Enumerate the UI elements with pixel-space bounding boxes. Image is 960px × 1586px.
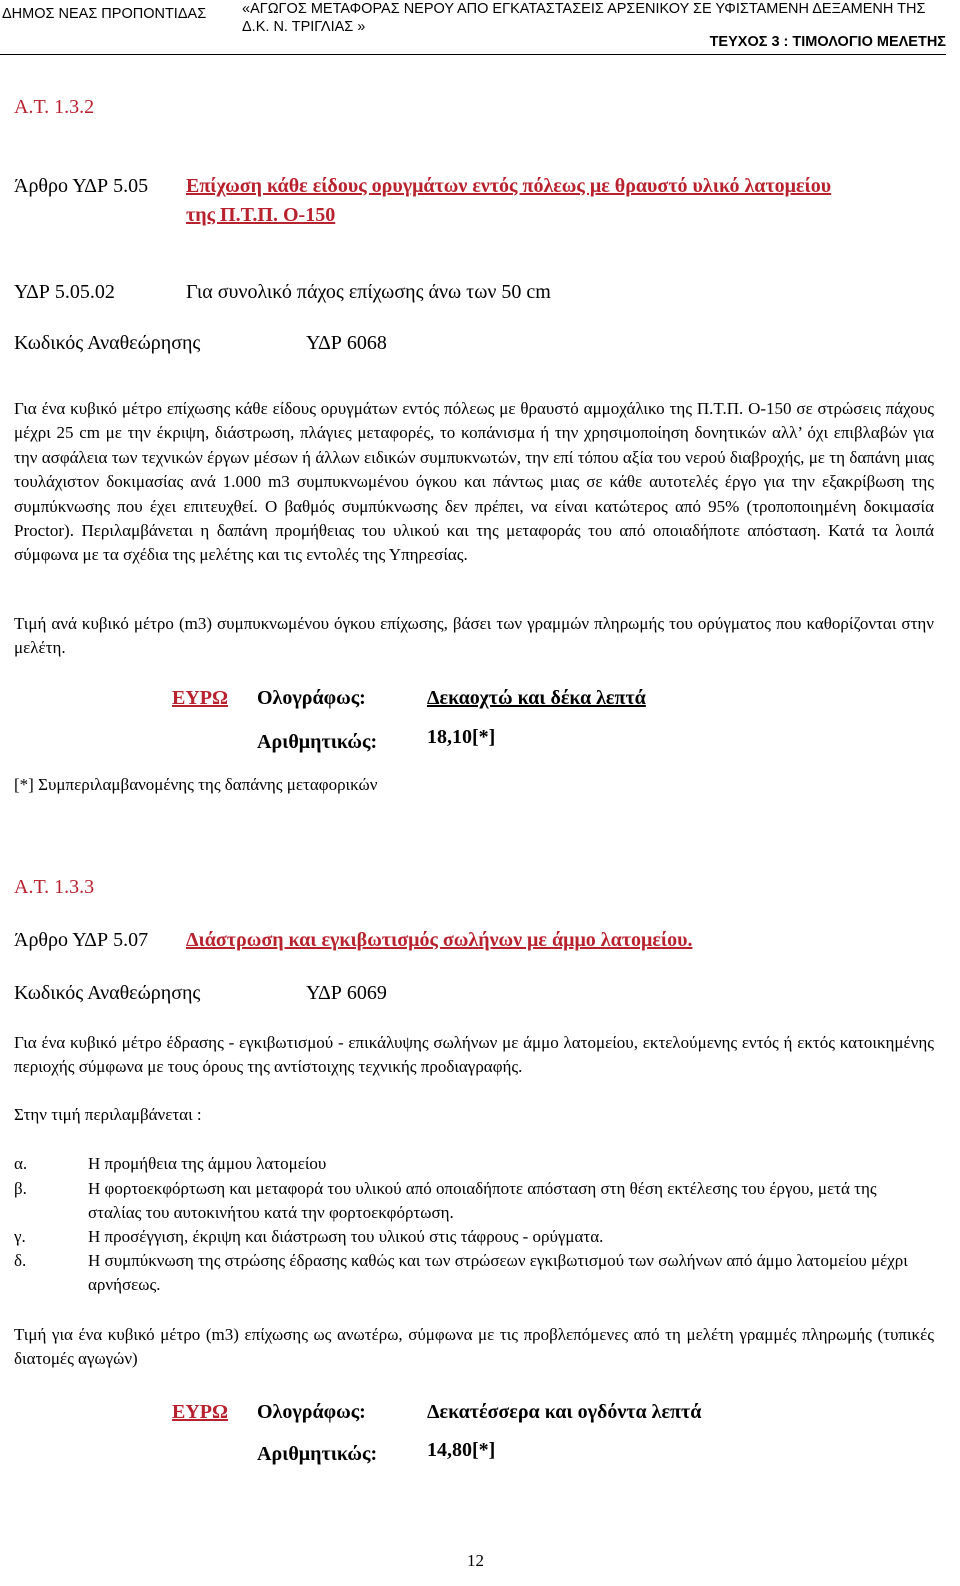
includes-label: Στην τιμή περιλαμβάνεται : xyxy=(14,1105,202,1124)
list-item-text: Η προμήθεια της άμμου λατομείου xyxy=(88,1154,327,1173)
numeric-label-2: Αριθμητικώς: xyxy=(257,1443,378,1465)
sub-article-title: Για συνολικό πάχος επίχωσης άνω των 50 cm xyxy=(186,281,551,303)
price-note: Τιμή ανά κυβικό μέτρο (m3) συμπυκνωμένου όγκου επίχωσης, βάσει των γραμμών πληρωμής του ορύγματος που καθορίζονται στην μελέτη. xyxy=(14,614,934,658)
list-item-letter: α. xyxy=(14,1154,28,1173)
price-in-words: Δεκαοχτώ και δέκα λεπτά xyxy=(427,687,646,709)
section-code-2: Α.Τ. 1.3.3 xyxy=(14,876,95,898)
header-project-title: «ΑΓΩΓΟΣ ΜΕΤΑΦΟΡΑΣ ΝΕΡΟΥ ΑΠΟ ΕΓΚΑΤΑΣΤΑΣΕΙΣ ΑΡΣΕΝΙΚΟΥ ΣΕ ΥΦΙΣΤΑΜΕΝΗ ΔΕΞΑΜΕΝΗ ΤΗΣ Δ.Κ. Ν. ΤΡΙΓΛΙΑΣ » xyxy=(242,1,926,35)
list-item-text: Η συμπύκνωση της στρώσης έδρασης καθώς και των στρώσεων εγκιβωτισμού των σωλήνων από άμμο λατομείου μέχρι αρνήσεως. xyxy=(88,1251,908,1295)
price-note-2: Τιμή για ένα κυβικό μέτρο (m3) επίχωσης ως ανωτέρω, σύμφωνα με τις προβλεπόμενες από τη μελέτη γραμμές πληρωμής (τυπικές διατομές αγωγών) xyxy=(14,1325,934,1369)
header-municipality: ΔΗΜΟΣ ΝΕΑΣ ΠΡΟΠΟΝΤΙΔΑΣ xyxy=(2,6,207,22)
list-item-text: Η προσέγγιση, έκριψη και διάστρωση του υλικού στις τάφρους - ορύγματα. xyxy=(88,1227,604,1246)
article-title-2: Διάστρωση και εγκιβωτισμός σωλήνων με άμμο λατομείου. xyxy=(186,929,693,951)
section-code: Α.Τ. 1.3.2 xyxy=(14,96,95,118)
list-item-letter: γ. xyxy=(14,1227,26,1246)
article-title: Επίχωση κάθε είδους ορυγμάτων εντός πόλεως με θραυστό υλικό λατομείου xyxy=(186,175,832,197)
list-item-letter: β. xyxy=(14,1179,27,1198)
article-description-2: Για ένα κυβικό μέτρο έδρασης - εγκιβωτισμού - επικάλυψης σωλήνων με άμμο λατομείου, εκτελούμενης εντός ή εκτός κατοικημένης περιοχής σύμφωνα με τους όρους της αντίστοιχης τεχνικής προδιαγραφής. xyxy=(14,1033,934,1077)
footnote: [*] Συμπεριλαμβανομένης της δαπάνης μεταφορικών xyxy=(14,775,378,794)
header-divider xyxy=(0,54,946,55)
numeric-label: Αριθμητικώς: xyxy=(257,731,378,753)
article-label: Άρθρο ΥΔΡ 5.05 xyxy=(14,175,149,197)
revision-label: Κωδικός Αναθεώρησης xyxy=(14,332,201,354)
page-number: 12 xyxy=(467,1551,484,1570)
article-description: Για ένα κυβικό μέτρο επίχωσης κάθε είδους ορυγμάτων εντός πόλεως με θραυστό αμμοχάλικο της Π.Τ.Π. Ο-150 σε στρώσεις πάχους μέχρι 25 cm με την έκριψη, διάστρωση, πλάγιες μεταφορές, το κοπάνισμα ή την χρησιμοποίηση δονητικών αλλ’ όχι επιβλαβών για την ασφάλεια των τεχνικών έργων μέσων ή άλλων ειδικών συμπυκνωτών, την επί τόπου αξία του νερού διαβροχής, με τη δαπάνη μιας τουλάχιστον δοκιμασίας ανά 1.000 m3 συμπυκνωμένου όγκου και πάντως μιας σε κάθε αυτοτελές έργο για την εξακρίβωση της συμπύκνωσης που έχει επιτευχθεί. Ο βαθμός συμπύκνωσης δεν πρέπει, να είναι κατώτερος από 95% (τροποποιημένη δοκιμασία Proctor). Περιλαμβάνεται η δαπάνη προμήθειας του υλικού και της μεταφοράς του από οποιαδήποτε απόσταση. Κατά τα λοιπά σύμφωνα με τα σχέδια της μελέτης και τις εντολές της Υπηρεσίας. xyxy=(14,399,934,565)
header-volume: ΤΕΥΧΟΣ 3 : ΤΙΜΟΛΟΓΙΟ ΜΕΛΕΤΗΣ xyxy=(709,34,946,50)
revision-code: ΥΔΡ 6068 xyxy=(306,332,387,354)
price-numeric-2: 14,80[*] xyxy=(427,1439,496,1461)
list-item-letter: δ. xyxy=(14,1251,27,1270)
price-in-words-2: Δεκατέσσερα και ογδόντα λεπτά xyxy=(427,1401,702,1423)
revision-code-2: ΥΔΡ 6069 xyxy=(306,982,387,1004)
words-label: Ολογράφως: xyxy=(257,687,366,709)
price-numeric: 18,10[*] xyxy=(427,726,496,748)
currency-label-2: ΕΥΡΩ xyxy=(172,1401,229,1423)
article-title-cont: της Π.Τ.Π. Ο-150 xyxy=(186,204,336,226)
currency-label: ΕΥΡΩ xyxy=(172,687,229,709)
words-label-2: Ολογράφως: xyxy=(257,1401,366,1423)
list-item-text: Η φορτοεκφόρτωση και μεταφορά του υλικού από οποιαδήποτε απόσταση στη θέση εκτέλεσης του έργου, μετά της σταλίας του αυτοκινήτου κατά την φορτοεκφόρτωση. xyxy=(88,1179,877,1223)
article-label-2: Άρθρο ΥΔΡ 5.07 xyxy=(14,929,149,951)
sub-article-label: ΥΔΡ 5.05.02 xyxy=(14,281,115,303)
revision-label-2: Κωδικός Αναθεώρησης xyxy=(14,982,201,1004)
